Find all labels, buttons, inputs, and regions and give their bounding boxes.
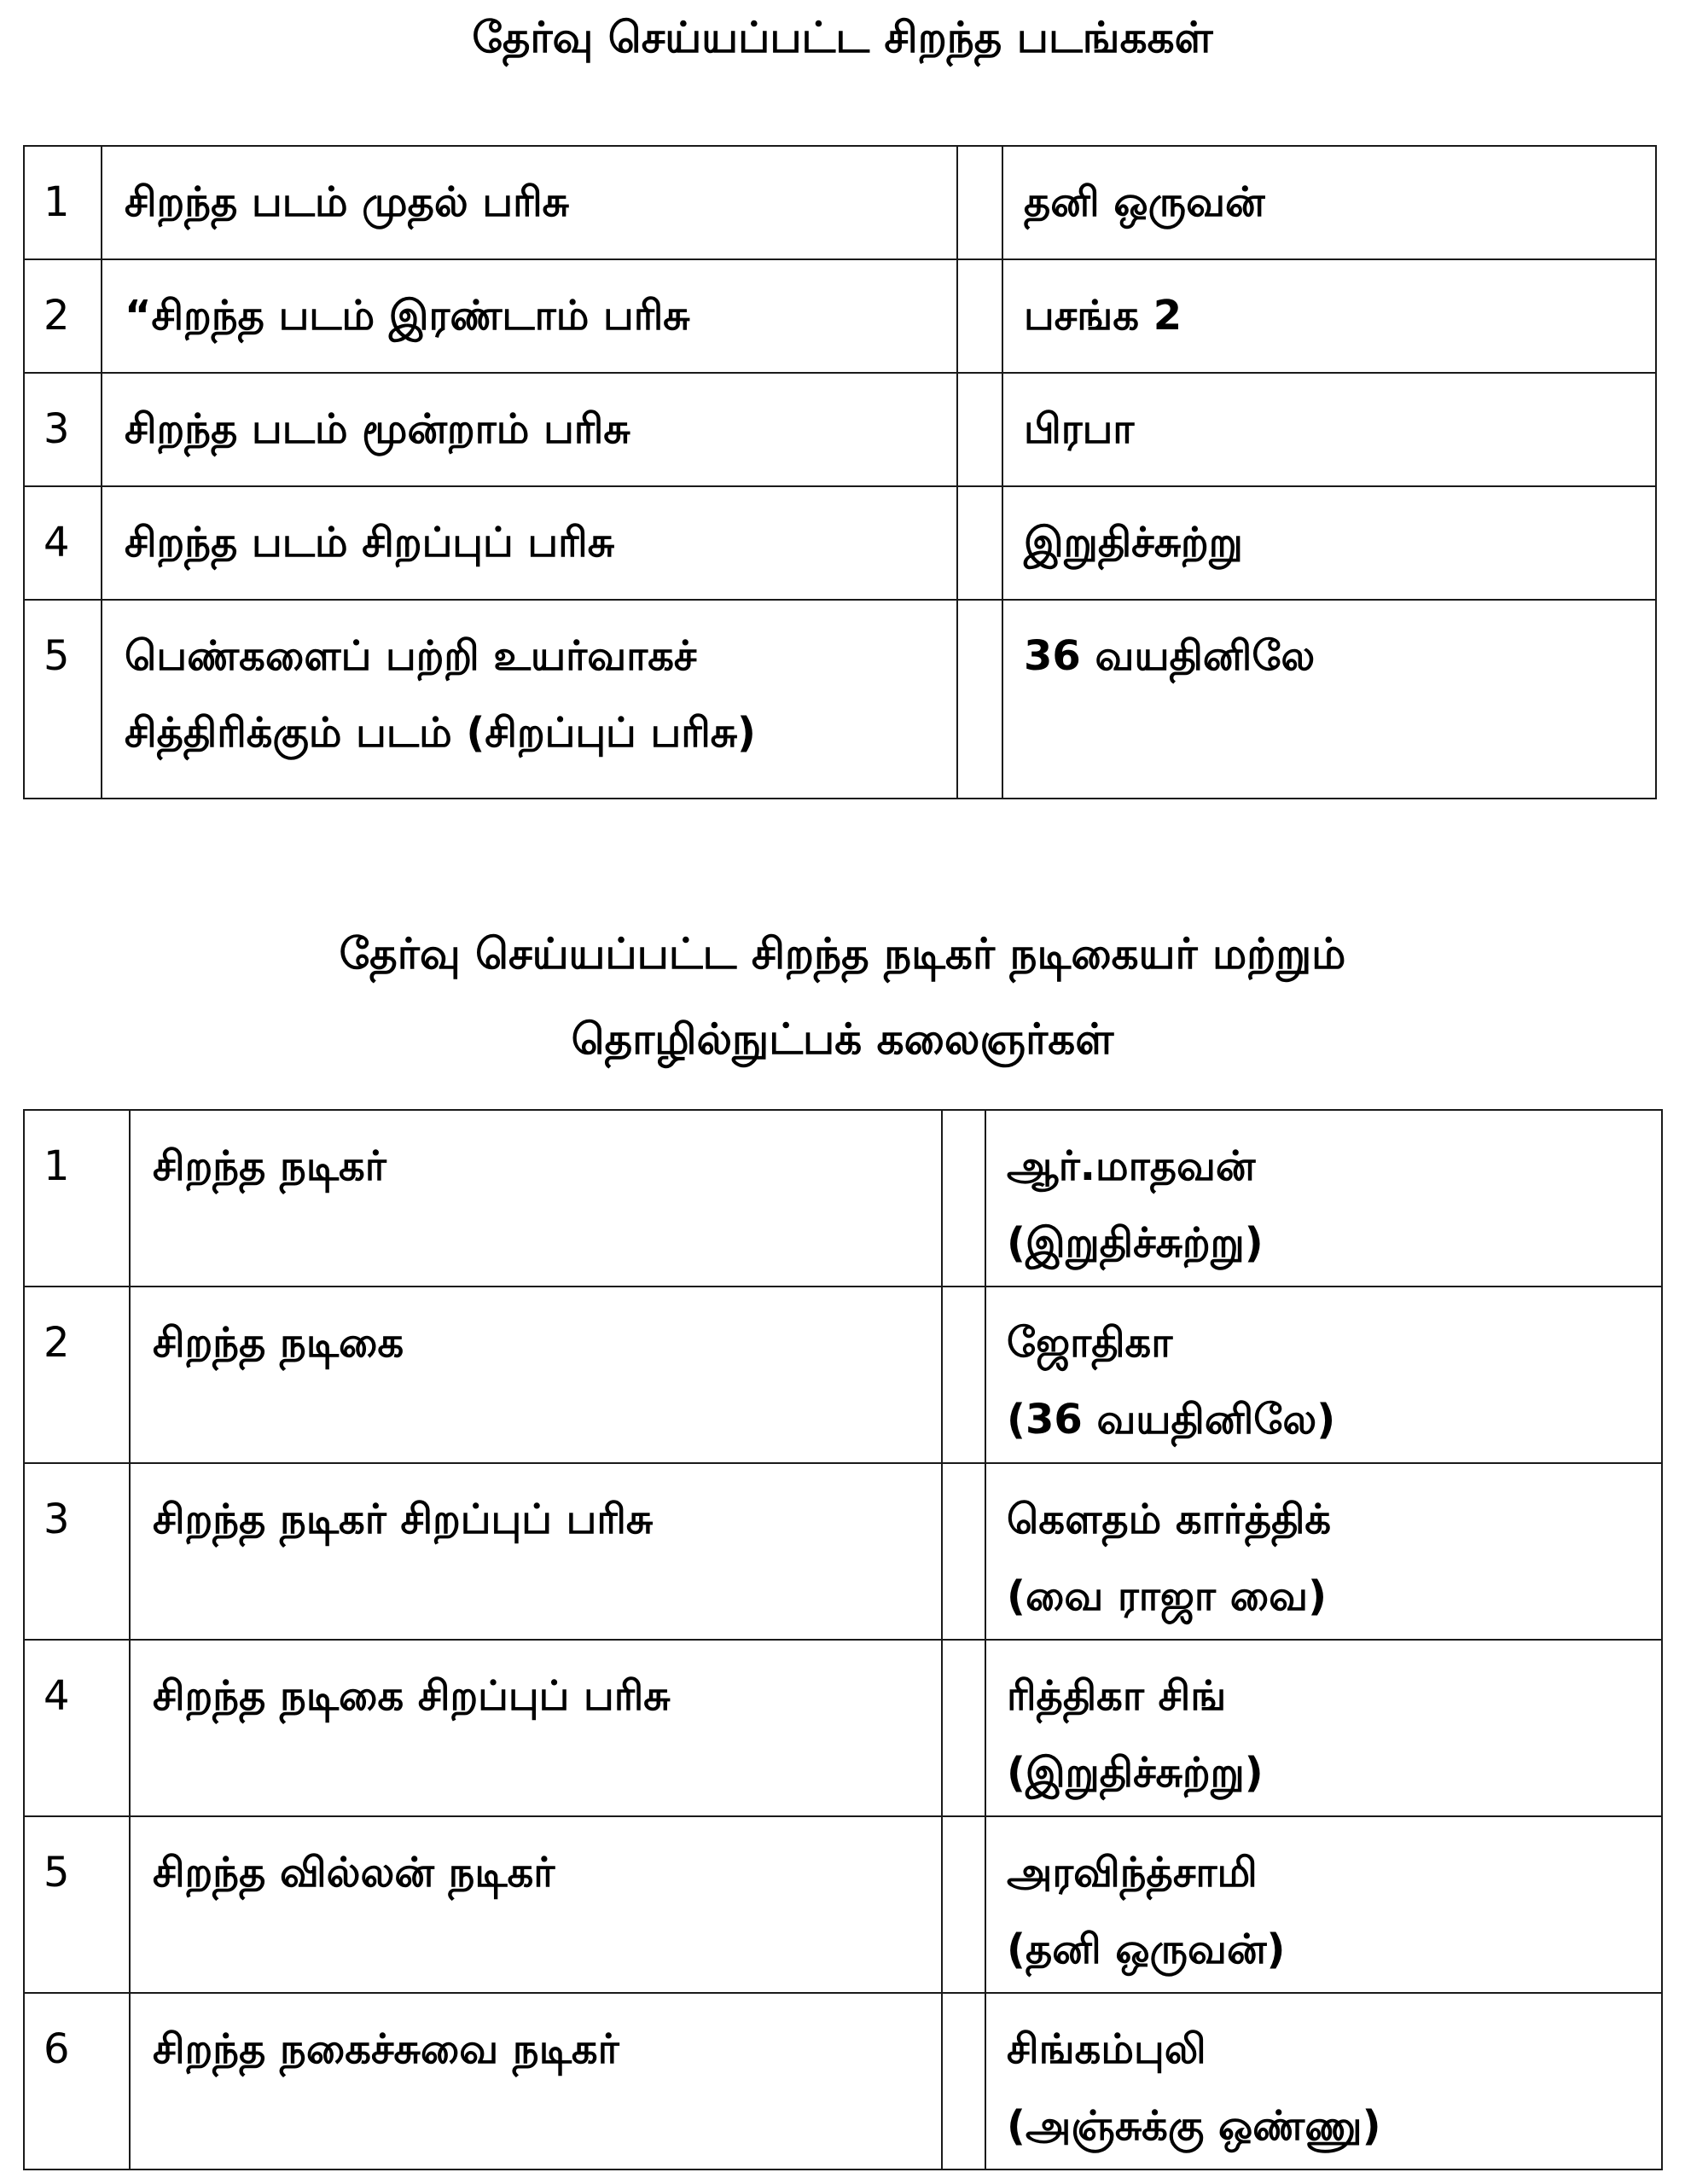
award-winner: இறுதிச்சுற்று	[1002, 486, 1656, 600]
award-category: சிறந்த நடிகை சிறப்புப் பரிசு	[130, 1640, 942, 1816]
row-number: 2	[24, 1287, 130, 1463]
award-category-line: பெண்களைப் பற்றி உயர்வாகச்	[125, 632, 697, 680]
award-category: சிறந்த படம் மூன்றாம் பரிசு	[102, 373, 957, 486]
award-winner: தனி ஒருவன்	[1002, 146, 1656, 259]
award-winner	[985, 1287, 1662, 1463]
artists-section-title-line2: தொழில்நுட்பக் கலைஞர்கள்	[571, 1014, 1114, 1064]
award-category: சிறந்த நகைச்சுவை நடிகர்	[130, 1993, 942, 2169]
award-winner: 36 வயதினிலே	[1002, 600, 1656, 799]
table-row	[24, 600, 1656, 799]
table-row	[24, 1110, 1662, 1287]
winner-name: அரவிந்த்சாமி	[1007, 1849, 1258, 1896]
row-number: 3	[24, 373, 102, 486]
artists-table	[23, 1109, 1663, 2170]
winner-film: (தனி ஒருவன்)	[1007, 1926, 1286, 1973]
films-table	[23, 145, 1657, 799]
films-section-title-text: தேர்வு செய்யப்பட்ட சிறந்த படங்ககள்	[472, 13, 1213, 62]
table-row	[24, 373, 1656, 486]
award-category: சிறந்த படம் சிறப்புப் பரிசு	[102, 486, 957, 600]
award-category-line: சித்திரிக்கும் படம் (சிறப்புப் பரிசு)	[125, 709, 756, 757]
artists-section-title	[0, 911, 1685, 1082]
row-number: 4	[24, 1640, 130, 1816]
award-category	[102, 600, 957, 799]
table-row	[24, 1816, 1662, 1993]
row-number: 4	[24, 486, 102, 600]
spacer-cell	[942, 1287, 985, 1463]
winner-film: (அஞ்சுக்கு ஒண்ணு)	[1007, 2102, 1381, 2150]
award-category: சிறந்த வில்லன் நடிகர்	[130, 1816, 942, 1993]
winner-film: (இறுதிச்சுற்று)	[1007, 1749, 1264, 1797]
row-number: 5	[24, 1816, 130, 1993]
spacer-cell	[957, 146, 1002, 259]
table-row	[24, 486, 1656, 600]
table-row	[24, 1287, 1662, 1463]
winner-film: (வை ராஜா வை)	[1007, 1572, 1327, 1620]
spacer-cell	[942, 1463, 985, 1640]
row-number: 3	[24, 1463, 130, 1640]
award-winner	[985, 1993, 1662, 2169]
winner-name: ஜோதிகா	[1007, 1319, 1173, 1367]
spacer-cell	[942, 1640, 985, 1816]
spacer-cell	[957, 373, 1002, 486]
row-number: 5	[24, 600, 102, 799]
spacer-cell	[957, 600, 1002, 799]
spacer-cell	[942, 1110, 985, 1287]
award-category: சிறந்த நடிகர் சிறப்புப் பரிசு	[130, 1463, 942, 1640]
row-number: 6	[24, 1993, 130, 2169]
winner-film: (இறுதிச்சுற்று)	[1007, 1219, 1264, 1267]
award-winner	[985, 1816, 1662, 1993]
artists-section-title-line1: தேர்வு செய்யப்பட்ட சிறந்த நடிகர் நடிகையர் மற்றும்	[339, 929, 1346, 979]
winner-film: (36 வயதினிலே)	[1007, 1396, 1336, 1443]
table-row	[24, 146, 1656, 259]
award-winner	[985, 1110, 1662, 1287]
table-row	[24, 259, 1656, 373]
table-row	[24, 1463, 1662, 1640]
row-number: 1	[24, 1110, 130, 1287]
award-category: சிறந்த நடிகர்	[130, 1110, 942, 1287]
table-row	[24, 1993, 1662, 2169]
row-number: 1	[24, 146, 102, 259]
winner-name: சிங்கம்புலி	[1007, 2025, 1206, 2073]
table-row	[24, 1640, 1662, 1816]
spacer-cell	[957, 486, 1002, 600]
award-winner	[985, 1640, 1662, 1816]
winner-name: ரித்திகா சிங்	[1007, 1672, 1227, 1720]
award-winner: பிரபா	[1002, 373, 1656, 486]
award-category: சிறந்த படம் முதல் பரிசு	[102, 146, 957, 259]
winner-name: ஆர்.மாதவன்	[1007, 1142, 1256, 1190]
award-category: சிறந்த நடிகை	[130, 1287, 942, 1463]
winner-name: கௌதம் கார்த்திக்	[1007, 1496, 1332, 1543]
row-number: 2	[24, 259, 102, 373]
award-winner: பசங்க 2	[1002, 259, 1656, 373]
spacer-cell	[942, 1816, 985, 1993]
award-category: “சிறந்த படம் இரண்டாம் பரிசு	[102, 259, 957, 373]
spacer-cell	[957, 259, 1002, 373]
spacer-cell	[942, 1993, 985, 2169]
films-section-title	[0, 0, 1685, 80]
award-winner	[985, 1463, 1662, 1640]
